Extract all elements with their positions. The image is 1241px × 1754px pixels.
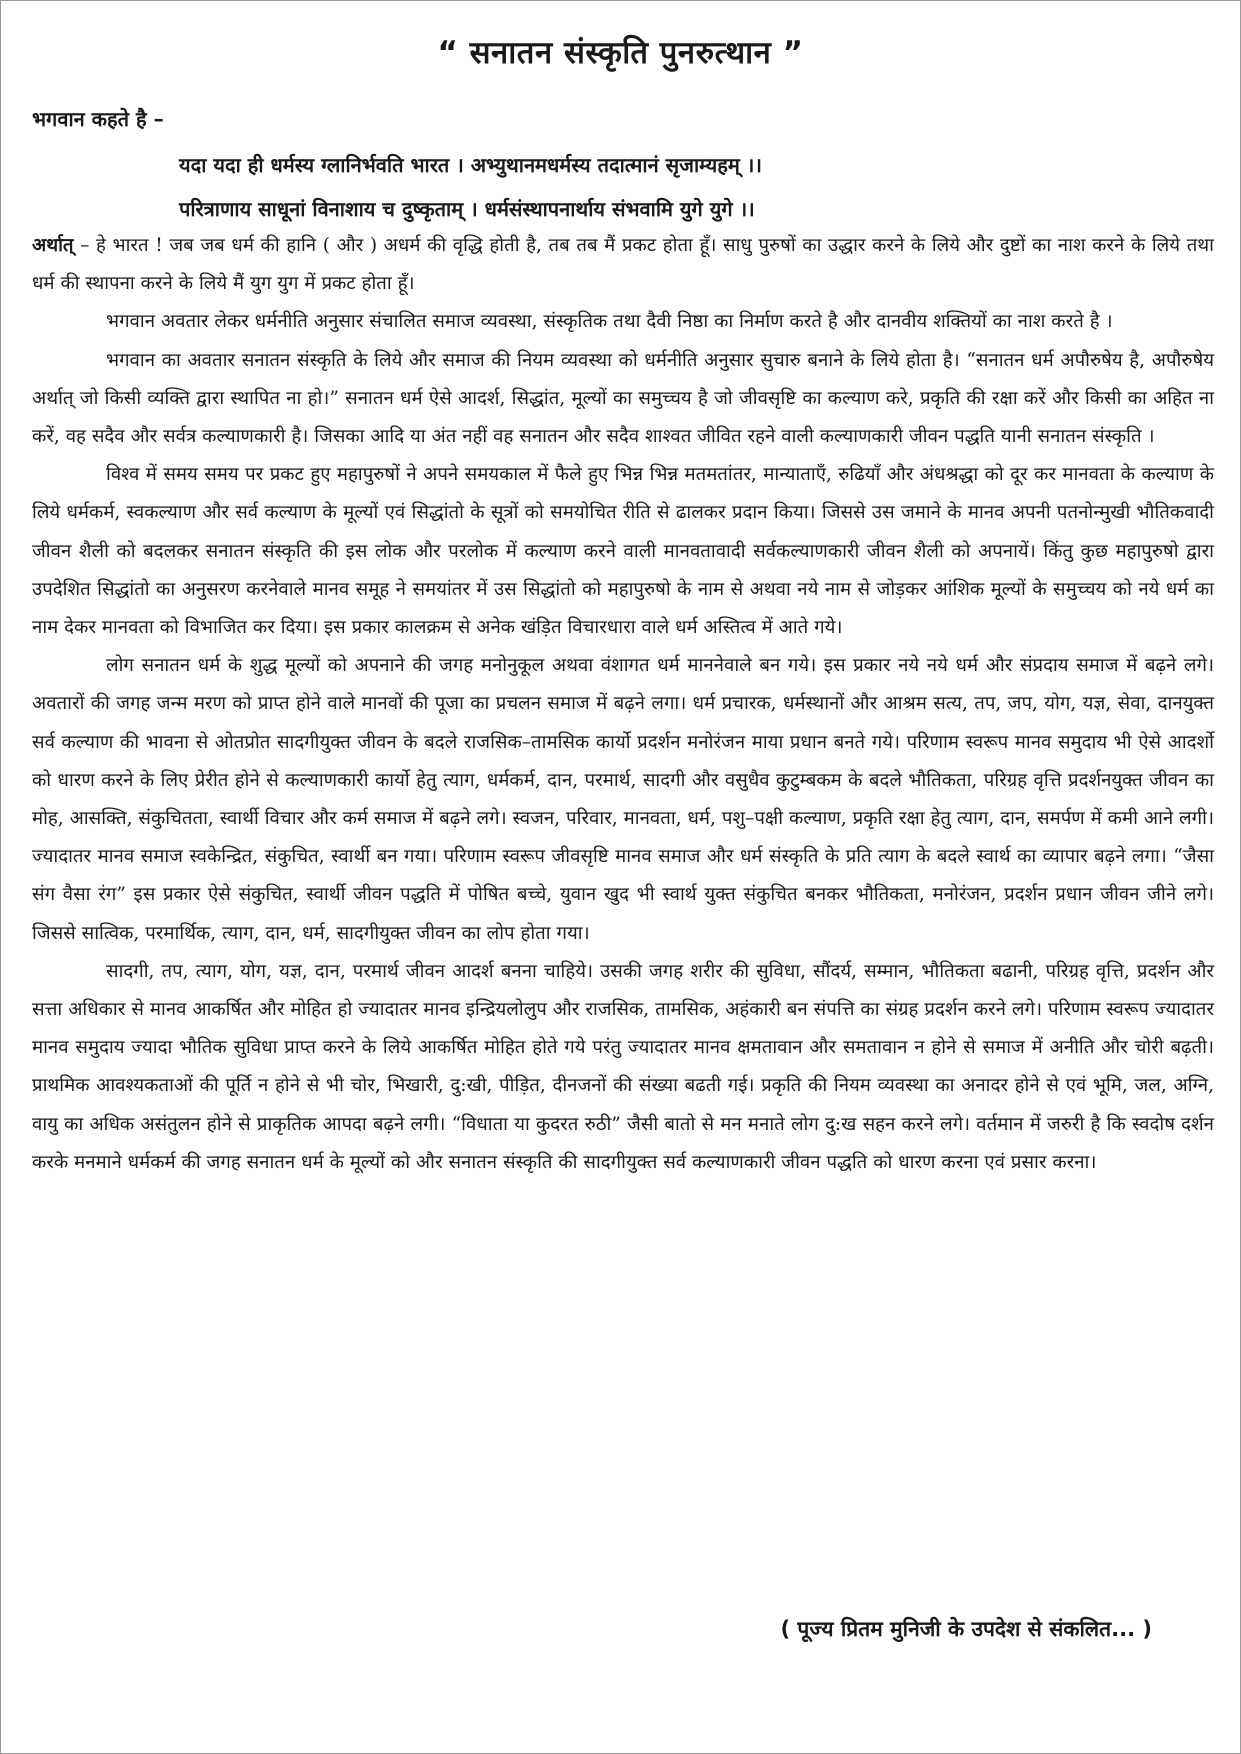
intro-line: भगवान कहते है – (32, 107, 164, 131)
credit-line: ( पूज्य प्रितम मुनिजी के उपदेश से संकलित... ) (780, 1617, 1152, 1641)
meaning-paragraph (32, 227, 1214, 303)
paragraph-2: भगवान अवतार लेकर धर्मनीति अनुसार संचालित समाज व्यवस्था, संस्कृतिक तथा दैवी निष्ठा का निर्माण करते है और दानवीय शक्तियों का नाश करते है । (106, 311, 1113, 333)
paragraph-6: सादगी, तप, त्याग, योग, यज्ञ, दान, परमार्थ जीवन आदर्श बनना चाहिये। उसकी जगह शरीर की सुविधा, सौंदर्य, सम्मान, भौतिकता बढानी, परिग्रह वृत्ति, प्रदर्शन और सत्ता अधिकार से मानव आकर्षित और मोहित हो ज्यादातर मानव इन्द्रियलोलुप और राजसिक, तामसिक, अहंकारी बन संपत्ति का संग्रह प्रदर्शन करने लगे। परिणाम स्वरूप ज्यादातर मानव समुदाय ज्यादा भौतिक सुविधा प्राप्त करने के लिये आकर्षित मोहित होते गये परंतु ज्यादातर मानव क्षमतावान और समतावान न होने से समाज में अनीति और चोरी बढ़ती। प्राथमिक आवश्यकताओं की पूर्ति न होने से भी चोर, भिखारी, दु:खी, पीड़ित, दीनजनों की संख्या बढती गई। प्रकृति की नियम व्यवस्था का अनादर होने से एवं भूमि, जल, अग्नि, वायु का अधिक असंतुलन होने से प्राकृतिक आपदा बढ़ने लगी। “विधाता या कुदरत रुठी” जैसी बातो से मन मनाते लोग दु:ख सहन करने लगे। वर्तमान में जरुरी है कि स्वदोष दर्शन करके मनमाने धर्मकर्म की जगह सनातन धर्म के मूल्यों को और सनातन संस्कृति की सादगीयुक्त सर्व कल्याणकारी जीवन पद्धति को धारण करना एवं प्रसार करना। (32, 960, 1214, 1173)
page-title: “ सनातन संस्कृति पुनरुत्थान ” (437, 35, 804, 71)
paragraph-4: विश्व में समय समय पर प्रकट हुए महापुरुषों ने अपने समयकाल में फैले हुए भिन्न भिन्न मतमतांतर, मान्याताएँ, रुढियाँ और अंधश्रद्धा को दूर कर मानवता के कल्याण के लिये धर्मकर्म, स्वकल्याण और सर्व कल्याण के मूल्यों एवं सिद्धांतो के सूत्रों को समयोचित रीति से ढालकर प्रदान किया। जिससे उस जमाने के मानव अपनी पतनोन्मुखी भौतिकवादी जीवन शैली को बदलकर सनातन संस्कृति की इस लोक और परलोक में कल्याण करने वाली मानवतावादी सर्वकल्याणकारी जीवन शैली को अपनायें। किंतु कुछ महापुरुषो द्वारा उपदेशित सिद्धांतो का अनुसरण करनेवाले मानव समूह ने समयांतर में उस सिद्धांतो को महापुरुषो के नाम से अथवा नये नाम से जोड़कर आंशिक मूल्यों के समुच्चय को नये धर्म का नाम देकर मानवता को विभाजित कर दिया। इस प्रकार कालक्रम से अनेक खंड़ित विचारधारा वाले धर्म अस्तित्व में आते गये। (32, 464, 1214, 639)
paragraph-5: लोग सनातन धर्म के शुद्ध मूल्यों को अपनाने की जगह मनोनुकूल अथवा वंशागत धर्म माननेवाले बन गये। इस प्रकार नये नये धर्म और संप्रदाय समाज में बढ़ने लगे। अवतारों की जगह जन्म मरण को प्राप्त होने वाले मानवों की पूजा का प्रचलन समाज में बढ़ने लगा। धर्म प्रचारक, धर्मस्थानों और आश्रम सत्य, तप, जप, योग, यज्ञ, सेवा, दानयुक्त सर्व कल्याण की भावना से ओतप्रोत सादगीयुक्त जीवन के बदले राजसिक–तामसिक कार्यो प्रदर्शन मनोरंजन माया प्रधान बनते गये। परिणाम स्वरूप मानव समुदाय भी ऐसे आदर्शो को धारण करने के लिए प्रेरीत होने से कल्याणकारी कार्यो हेतु त्याग, धर्मकर्म, दान, परमार्थ, सादगी और वसुधैव कुटुम्बकम के बदले भौतिकता, परिग्रह वृत्ति प्रदर्शनयुक्त जीवन का मोह, आसक्ति, संकुचितता, स्वार्थी विचार और कर्म समाज में बढ़ने लगे। स्वजन, परिवार, मानवता, धर्म, पशु–पक्षी कल्याण, प्रकृति रक्षा हेतु त्याग, दान, समर्पण में कमी आने लगी। ज्यादातर मानव समाज स्वकेन्द्रित, संकुचित, स्वार्थी बन गया। परिणाम स्वरूप जीवसृष्टि मानव समाज और धर्म संस्कृति के प्रति त्याग के बदले स्वार्थ का व्यापार बढ़ने लगा। “जैसा संग वैसा रंग” इस प्रकार ऐसे संकुचित, स्वार्थी जीवन पद्धति में पोषित बच्चे, युवान खुद भी स्वार्थ युक्त संकुचित बनकर भौतिकता, मनोरंजन, प्रदर्शन प्रधान जीवन जीने लगे। जिससे सात्विक, परमार्थिक, त्याग, दान, धर्म, सादगीयुक्त जीवन का लोप होता गया। (32, 655, 1214, 944)
meaning-label: अर्थात् (32, 235, 74, 256)
verse-line-2: परित्राणाय साधूनां विनाशाय च दुष्कृताम् । धर्मसंस्थापनार्थाय संभवामि युगे युगे ।। (179, 197, 755, 221)
meaning-text: – हे भारत ! जब जब धर्म की हानि ( और ) अधर्म की वृद्धि होती है, तब तब मैं प्रकट होता हूँ। साधु पुरुषों का उद्धार करने के लिये और दुष्टों का नाश करने के लिये तथा धर्म की स्थापना करने के लिये मैं युग युग में प्रकट होता हूँ। (32, 235, 1214, 295)
verse-line-1: यदा यदा ही धर्मस्य ग्लानिर्भवति भारत । अभ्युथानमधर्मस्य तदात्मानं सृजाम्यहम् ।। (179, 153, 762, 177)
body-text (32, 227, 1214, 1182)
paragraph-3: भगवान का अवतार सनातन संस्कृति के लिये और समाज की नियम व्यवस्था को धर्मनीति अनुसार सुचारु बनाने के लिये होता है। “सनातन धर्म अपौरुषेय है, अपौरुषेय अर्थात् जो किसी व्यक्ति द्वारा स्थापित ना हो।” सनातन धर्म ऐसे आदर्श, सिद्धांत, मूल्यों का समुच्चय है जो जीवसृष्टि का कल्याण करे, प्रकृति की रक्षा करें और किसी का अहित ना करें, वह सदैव और सर्वत्र कल्याणकारी है। जिसका आदि या अंत नहीं वह सनातन और सदैव शाश्वत जीवित रहने वाली कल्याणकारी जीवन पद्धति यानी सनातन संस्कृति । (32, 349, 1214, 448)
